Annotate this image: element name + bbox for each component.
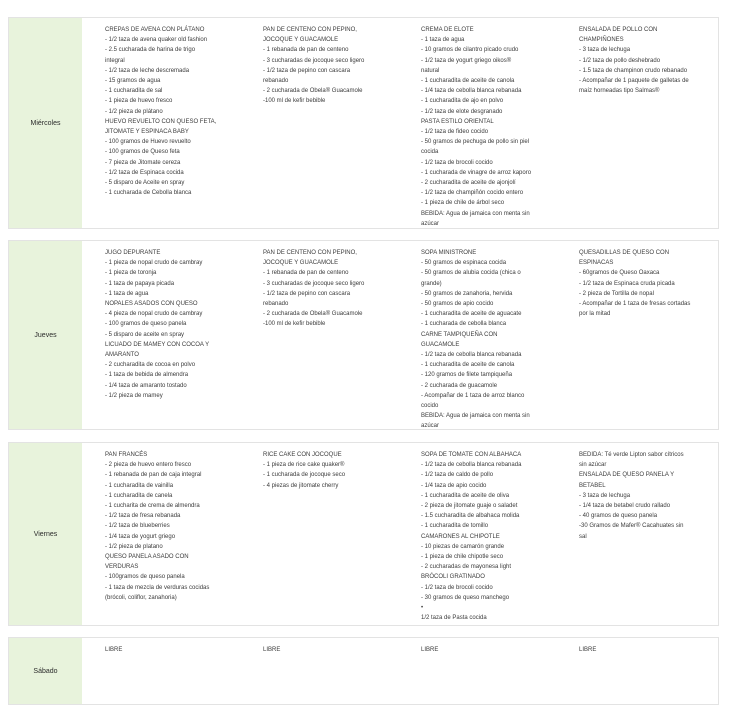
meal-line: - 50 gramos de apio cocido [421,301,494,308]
meal-line: - 1 cucharada de cebolla blanca [421,321,507,328]
meal-line: - 1 taza de agua [421,37,465,44]
meal-line: - 1 cucharada de vinagre de arroz kaporo [421,169,532,176]
meal-line: - 1 cucharita de crema de almendra [105,503,200,510]
meal-line: - 2 cucharada de guacamole [421,382,498,389]
day-block-miercoles [8,17,719,229]
meal-line: - 1 rebanada de pan de centeno [263,270,349,277]
meal-line: - 1 cucharadita de ajo en polvo [421,98,504,105]
meal-line: - 1.5 taza de champinon crudo rebanado [579,67,688,74]
meal-line: - 1/2 taza de champiñón cocido entero [421,190,524,197]
meal-column [105,450,255,603]
meal-line: 1/2 taza de Pasta cocida [421,615,487,622]
meal-column [105,248,255,401]
meal-line: - 40 gramos de queso panela [579,513,658,520]
meal-column [579,450,729,542]
meal-line: - 4 piezas de jitomate cherry [263,482,339,489]
meal-line: - 50 gramos de zanahoria, hervida [421,290,513,297]
meal-line: - 1/4 taza de betabel crudo rallado [579,503,671,510]
meal-line: -100 ml de kefir bebible [263,98,326,105]
meal-line: - 1 rebanada de pan de caja integral [105,472,202,479]
meal-line: - 1/2 taza de brocoli cocido [421,584,493,591]
meal-line: - 30 gramos de queso manchego [421,594,510,601]
meal-column [421,25,571,229]
meal-line: - 4 pieza de nopal crudo de cambray [105,311,203,318]
meal-line: - 1/2 pieza de platano [105,543,163,550]
meal-line: PAN DE CENTENO CON PEPINO, [263,27,357,33]
day-block-sabado [8,637,719,705]
meal-line: - 10 gramos de cilantro picado crudo [421,47,519,54]
meal-line: PAN FRANCÉS [105,452,148,458]
meal-line: azúcar [421,423,440,430]
meal-line: - 1/2 taza de cebolla blanca rebanada [421,352,522,359]
meal-line: - 1 pieza de rice cake quaker® [263,462,345,469]
meal-line: - 2 cucharadita de aceite de ajonjolí [421,180,516,187]
meal-column [579,25,729,96]
meal-line: • [421,605,424,612]
meal-line: - 120 gramos de filete tampiqueña [421,372,513,379]
meal-line: - 2 cucharadas de mayonesa light [421,564,512,571]
meal-line: - 5 disparo de Aceite en spray [105,180,185,187]
meal-line: LIBRE [105,647,123,653]
meal-line: AMARANTO [105,352,139,359]
meal-line: - 1 taza de agua [105,290,149,297]
meal-line: - 2 cucharada de Obela® Guacamole [263,311,363,318]
meal-line: NOPALES ASADOS CON QUESO [105,301,198,308]
meal-line: - 100 gramos de Huevo revuelto [105,139,191,146]
meal-line: ENSALADA DE QUESO PANELA Y [579,472,675,479]
meal-column [263,248,413,330]
meal-line: BEBIDA: Agua de jamaica con menta sin [421,413,530,420]
meal-line: -30 Gramos de Mafer® Cacahuates sin [579,523,684,530]
meal-line: azúcar [421,220,440,227]
meal-line: - 1 taza de mezcla de verduras cocidas [105,584,210,591]
meal-line: JITOMATE Y ESPINACA BABY [105,129,189,136]
meal-line: ESPINACAS [579,260,614,267]
meal-line: - 50 gramos de alubia cocida (chica o [421,270,521,277]
meal-line: - 1 pieza de toronja [105,270,157,277]
meal-line: HUEVO REVUELTO CON QUESO FETA, [105,118,217,125]
meal-line: SOPA DE TOMATE CON ALBAHACA [421,452,522,458]
meal-line: - 3 taza de lechuga [579,492,631,499]
meal-line: - 3 cucharadas de jocoque seco ligero [263,57,365,64]
meal-line: - 1 pieza de chile de árbol seco [421,200,505,207]
meal-line: - 1/2 taza de pollo deshebrado [579,57,661,64]
meal-column [421,645,571,655]
day-label: Miércoles [9,18,82,228]
meal-line: - 1/2 taza de brocoli cocido [421,159,493,166]
meal-column [579,248,729,319]
meal-line: PASTA ESTILO ORIENTAL [421,118,494,125]
meal-line: - Acompañar de 1 taza de arroz blanco [421,392,525,399]
meal-line: - 1/4 taza de apio cocido [421,482,487,489]
meal-line: - 1 cucharadita de sal [105,88,163,95]
day-label: Sábado [9,638,82,704]
meal-line: por la mitad [579,311,611,318]
meal-column [263,645,413,655]
meal-line: - 1/2 taza de Espinaca cocida [105,169,184,176]
meal-line: - Acompañar de 1 taza de fresas cortadas [579,301,691,308]
meal-line: - 1/2 taza de avena quaker old fashion [105,37,208,44]
meal-line: - 1 pieza de chile chipotle seco [421,554,504,561]
meal-line: - 1/2 taza de leche descremada [105,67,190,74]
meal-column [105,25,255,198]
meal-line: - 10 piezas de camarón grande [421,543,505,550]
meal-line: - 2 pieza de Tortilla de nopal [579,290,654,297]
meal-line: VERDURAS [105,564,139,571]
meal-line: - 1/2 taza de Espinaca cruda picada [579,280,675,287]
meal-line: QUESADILLAS DE QUESO CON [579,250,670,256]
day-block-viernes [8,442,719,626]
meal-line: BEBIDA: Agua de jamaica con menta sin [421,210,530,217]
meal-line: grande) [421,280,442,287]
meal-line: - 1/2 taza de yogurt griego oikos® [421,57,512,64]
meal-line: RICE CAKE CON JOCOQUE [263,452,342,458]
meal-line: - 1 taza de papaya picada [105,280,175,287]
meal-line: - 2 pieza de jitomate guaje o saladet [421,503,518,510]
meal-line: LIBRE [579,647,597,653]
meal-line: - 1 pieza de nopal crudo de cambray [105,260,203,267]
meal-line: PAN DE CENTENO CON PEPINO, [263,250,357,256]
meal-line: LIBRE [421,647,439,653]
meal-line: - 1/2 taza de pepino con cascara [263,290,351,297]
meal-line: - 2 pieza de huevo entero fresco [105,462,192,469]
meal-line: - 1/4 taza de yogurt griego [105,533,176,540]
meal-line: (brócoli, coliflor, zanahoria) [105,594,177,601]
meal-column [579,645,729,655]
meal-line: - 1 cucharadita de aceite de aguacate [421,311,522,318]
meal-line: BRÓCOLI GRATINADO [421,574,485,581]
meal-line: - 100 gramos de queso panela [105,321,187,328]
meal-line: CREPAS DE AVENA CON PLÁTANO [105,27,205,33]
meal-line: - 1/2 pieza de plátano [105,108,163,115]
meal-line: - 1/2 taza de pepino con cascara [263,67,351,74]
meal-line: - 1 cucharadita de tomillo [421,523,489,530]
meal-line: BETABEL [579,482,606,489]
meal-line: - 1/4 taza de cebolla blanca rebanada [421,88,522,95]
meal-line: - 1/2 taza de fideo cocido [421,129,489,136]
meal-line: - 1/2 taza de caldo de pollo [421,472,494,479]
meal-line: - 1 taza de bebida de almendra [105,372,189,379]
meal-line: sal [579,533,587,540]
meal-line: - 1/4 taza de amaranto tostado [105,382,187,389]
meal-line: QUESO PANELA ASADO CON [105,554,189,561]
meal-line: CHAMPIÑONES [579,37,624,44]
meal-line: ENSALADA DE POLLO CON [579,27,658,33]
meal-line: BEDIDA: Té verde Lipton sabor cítricos [579,452,684,458]
meal-line: GUACAMOLE [421,341,460,348]
meal-line: - 60gramos de Queso Oaxaca [579,270,660,277]
meal-line: natural [421,67,440,74]
meal-line: - 1/2 taza de blueberries [105,523,170,530]
meal-line: -100 ml de kefir bebible [263,321,326,328]
meal-line: - 1/2 taza de fresa rebanada [105,513,181,520]
meal-column [263,25,413,107]
meal-line: - 5 disparo de aceite en spray [105,331,185,338]
meal-line: rebanado [263,301,289,308]
meal-line: - 1 pieza de huevo fresco [105,98,173,105]
meal-line: JOCOQUE Y GUACAMOLE [263,260,339,267]
meal-line: - 100 gramos de Queso feta [105,149,180,156]
meal-line: - 1 rebanada de pan de centeno [263,47,349,54]
meal-column [421,248,571,432]
meal-line: CAMARONES AL CHIPOTLE [421,533,500,540]
meal-column [105,645,255,655]
meal-line: LIBRE [263,647,281,653]
meal-line: - 3 cucharadas de jocoque seco ligero [263,280,365,287]
meal-line: JUGO DEPURANTE [105,250,161,256]
meal-line: - 1 cucharada de jocoque seco [263,472,346,479]
meal-line: - 1.5 cucharadita de albahaca molida [421,513,520,520]
day-label: Jueves [9,241,82,429]
meal-line: - 1 cucharada de Cebolla blanca [105,190,192,197]
meal-line: - 2 cucharadita de cocoa en polvo [105,362,196,369]
meal-line: - 1/2 pieza de mamey [105,392,163,399]
meal-line: - 2.5 cucharada de harina de trigo [105,47,196,54]
meal-column [421,450,571,623]
meal-line: CARNE TAMPIQUEÑA CON [421,331,498,338]
meal-line: - 1 cucharadita de aceite de canola [421,362,515,369]
meal-line: - 1 cucharadita de aceite de canola [421,78,515,85]
day-label: Viernes [9,443,82,625]
meal-line: - 1 cucharadita de vainilla [105,482,174,489]
meal-line: JOCOQUE Y GUACAMOLE [263,37,339,44]
meal-line: cocido [421,403,439,410]
meal-line: - 50 gramos de espinaca cocida [421,260,507,267]
meal-line: - 1 cucharadita de aceite de oliva [421,492,510,499]
meal-line: - 1/2 taza de elote desgranado [421,108,503,115]
meal-column [263,450,413,491]
meal-line: - 3 taza de lechuga [579,47,631,54]
meal-line: LICUADO DE MAMEY CON COCOA Y [105,341,210,348]
meal-line: - Acompañar de 1 paquete de galletas de [579,78,689,85]
meal-line: rebanado [263,78,289,85]
meal-line: - 1 cucharadita de canela [105,492,173,499]
meal-line: - 15 gramos de agua [105,78,161,85]
meal-line: integral [105,57,125,64]
meal-line: cocida [421,149,439,156]
meal-line: - 1/2 taza de cebolla blanca rebanada [421,462,522,469]
meal-line: sin azúcar [579,462,607,469]
meal-line: - 2 cucharada de Obela® Guacamole [263,88,363,95]
meal-line: - 7 pieza de Jitomate cereza [105,159,181,166]
meal-line: - 50 gramos de pechuga de pollo sin piel [421,139,530,146]
meal-line: CREMA DE ELOTE [421,27,474,33]
meal-line: SOPA MINISTRONE [421,250,477,256]
day-block-jueves [8,240,719,430]
meal-line: maíz horneadas tipo Salmas® [579,88,660,95]
meal-line: - 100gramos de queso panela [105,574,185,581]
